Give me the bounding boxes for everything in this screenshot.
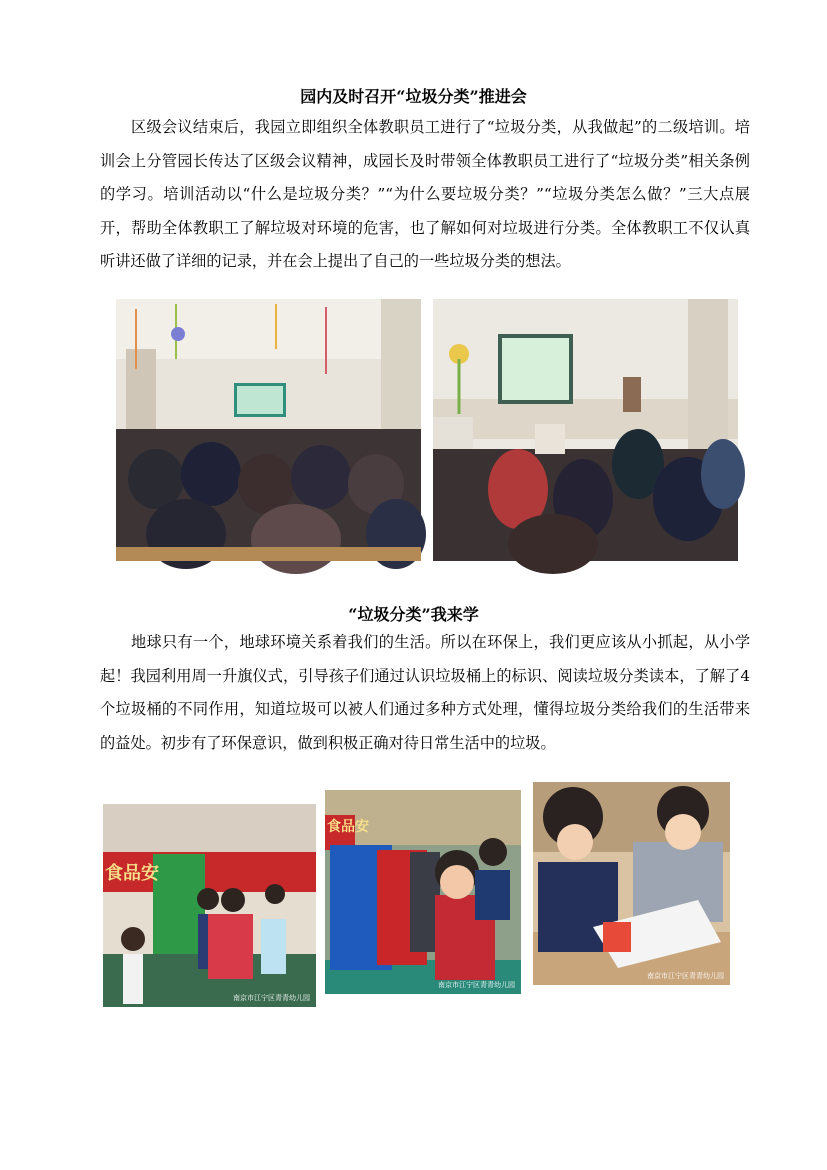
photo-watermark: 南京市江宁区青青幼儿园 xyxy=(438,981,515,989)
section2-title: “垃圾分类”我来学 xyxy=(348,605,479,624)
section1-paragraph: 区级会议结束后，我园立即组织全体教职员工进行了“垃圾分类，从我做起”的二级培训。培训会上分管园长传达了区级会议精神，成园长及时带领全体教职员工进行了“垃圾分类”相关条例的学习。培训活动以“什么是垃圾分类？”“为什么要垃圾分类？”“垃圾分类怎么做？”三大点展开，帮助全体教职工了解垃圾对环境的危害，也了解如何对垃圾进行分类。全体教职工不仅认真听讲还做了详细的记录，并在会上提出了自己的一些垃圾分类的想法。 xyxy=(100,118,750,270)
meeting-photo-2 xyxy=(433,299,738,561)
photo-watermark: 南京市江宁区青青幼儿园 xyxy=(233,994,310,1002)
photo-watermark: 南京市江宁区青青幼儿园 xyxy=(647,972,724,980)
sign-text: 食品安 xyxy=(105,863,159,884)
sign-text: 食品安 xyxy=(327,819,369,835)
children-bins-photo-2 xyxy=(325,790,521,994)
children-bins-photo-1 xyxy=(103,804,316,1007)
section1-title: 园内及时召开“垃圾分类”推进会 xyxy=(300,87,527,106)
section2-paragraph: 地球只有一个，地球环境关系着我们的生活。所以在环保上，我们更应该从小抓起，从小学起！我园利用周一升旗仪式，引导孩子们通过认识垃圾桶上的标识、阅读垃圾分类读本，了解了4个垃圾桶的不同作用，知道垃圾可以被人们通过多种方式处理，懂得垃圾分类给我们的生活带来的益处。初步有了环保意识，做到积极正确对待日常生活中的垃圾。 xyxy=(100,633,750,752)
children-reading-photo xyxy=(533,782,730,985)
meeting-photo-1 xyxy=(116,299,421,561)
